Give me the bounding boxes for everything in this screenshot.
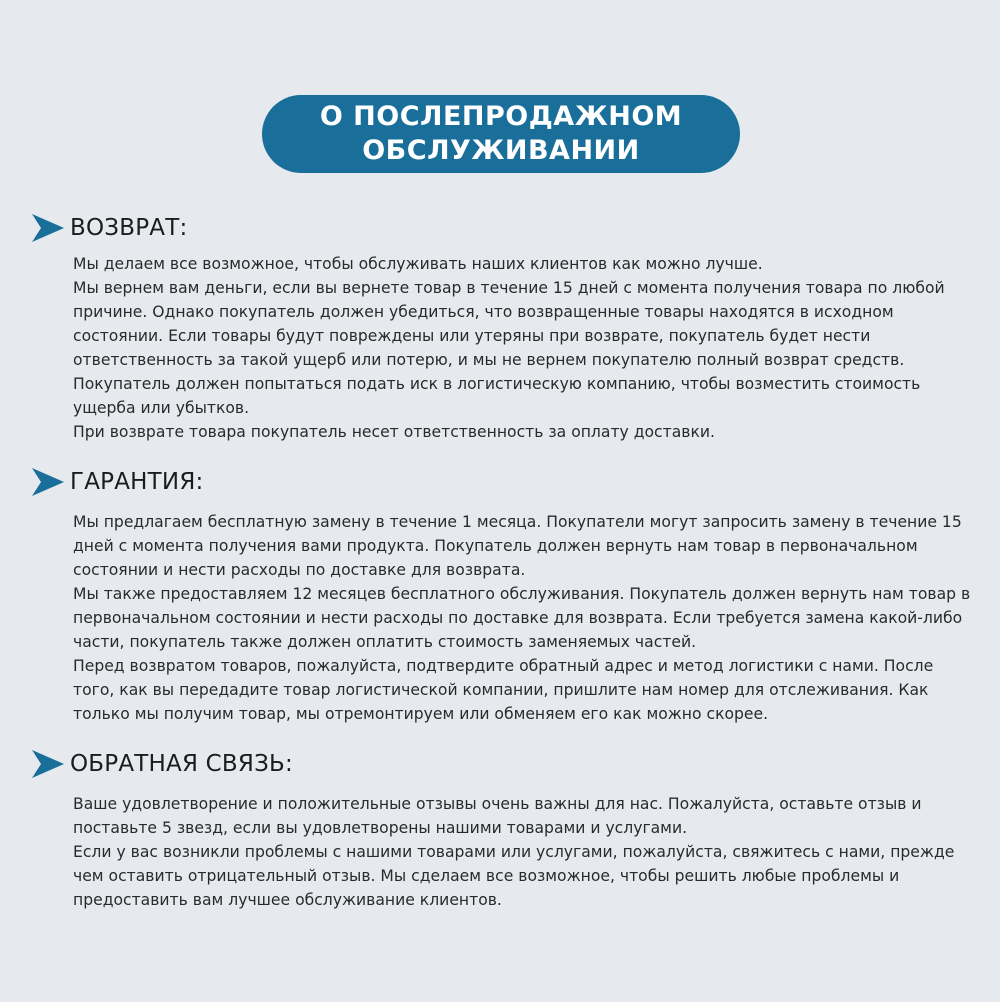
section-body <box>73 510 973 726</box>
page-title-line-2: ОБСЛУЖИВАНИИ <box>362 135 640 166</box>
paragraph: Мы предлагаем бесплатную замену в течение 1 месяца. Покупатели могут запросить замену в течение 15 дней с момента получения вами продукта. Покупатель должен вернуть нам товар в первоначальном состоянии и нести расходы по доставке для возврата. <box>73 513 962 579</box>
arrow-bullet-icon <box>32 750 64 778</box>
paragraph: Если у вас возникли проблемы с нашими товарами или услугами, пожалуйста, свяжитесь с нами, прежде чем оставить отрицательный отзыв. Мы сделаем все возможное, чтобы решить любые проблемы и предоставить вам лучшее обслуживание клиентов. <box>73 843 955 909</box>
paragraph: При возврате товара покупатель несет ответственность за оплату доставки. <box>73 423 715 441</box>
section-heading <box>32 466 203 498</box>
paragraph: Ваше удовлетворение и положительные отзывы очень важны для нас. Пожалуйста, оставьте отзыв и поставьте 5 звезд, если вы удовлетворены нашими товарами и услугами. <box>73 795 922 837</box>
section-body <box>73 792 973 912</box>
paragraph: Мы делаем все возможное, чтобы обслуживать наших клиентов как можно лучше. <box>73 255 763 273</box>
page-title-line-1: О ПОСЛЕПРОДАЖНОМ <box>319 101 683 132</box>
section-heading <box>32 748 293 780</box>
paragraph: Покупатель должен попытаться подать иск в логистическую компанию, чтобы возместить стоимость ущерба или убытков. <box>73 375 921 417</box>
paragraph: Перед возвратом товаров, пожалуйста, подтвердите обратный адрес и метод логистики с нами. После того, как вы передадите товар логистической компании, пришлите нам номер для отслеживания. Как только мы получим товар, мы отремонтируем или обменяем его как можно скорее. <box>73 657 934 723</box>
section-heading-label: ГАРАНТИЯ: <box>70 469 204 495</box>
paragraph: Мы также предоставляем 12 месяцев бесплатного обслуживания. Покупатель должен вернуть нам товар в первоначальном состоянии и нести расходы по доставке для возврата. Если требуется замена какой-либо части, покупатель также должен оплатить стоимость заменяемых частей. <box>73 585 971 651</box>
section-body <box>73 252 973 444</box>
section-heading-label: ОБРАТНАЯ СВЯЗЬ: <box>70 751 293 777</box>
section-heading-label: ВОЗВРАТ: <box>70 215 188 241</box>
section-heading <box>32 212 187 244</box>
page-title-banner <box>262 95 740 173</box>
arrow-bullet-icon <box>32 468 64 496</box>
arrow-bullet-icon <box>32 214 64 242</box>
paragraph: Мы вернем вам деньги, если вы вернете товар в течение 15 дней с момента получения товара по любой причине. Однако покупатель должен убедиться, что возвращенные товары находятся в исходном состоянии. Если товары будут повреждены или утеряны при возврате, покупатель будет нести ответственность за такой ущерб или потерю, и мы не вернем покупателю полный возврат средств. <box>73 279 945 369</box>
